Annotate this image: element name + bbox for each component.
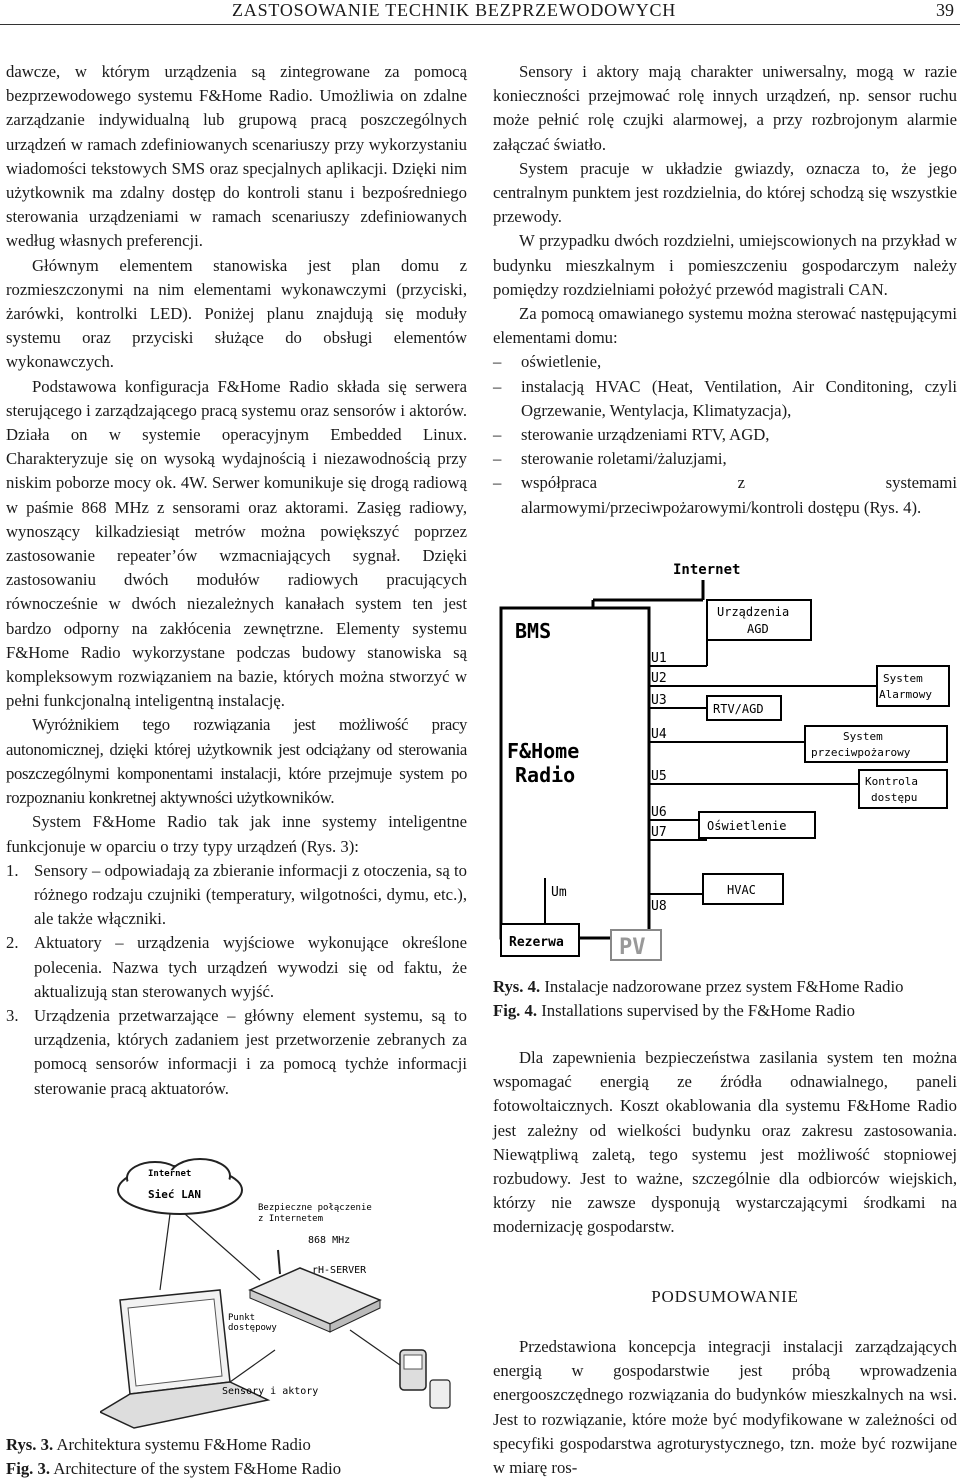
svg-text:Alarmowy: Alarmowy <box>879 688 932 701</box>
list-item: – współpraca z systemami alarmowymi/przeciwpożarowymi/kontroli dostępu (Rys. 4). <box>493 473 957 517</box>
output-u2: U2 <box>651 671 667 686</box>
output-u8: U8 <box>651 899 667 914</box>
svg-text:HVAC: HVAC <box>727 883 756 897</box>
paragraph: Przedstawiona koncepcja integracji instalacji zarządzających energią w gospodarstwie jest próbą wprowadzenia energooszczędnego rozwiązania do budynków mieszkalnych na wsi. Jest to rozwiązanie, które może być modyfikowane w zależności od specyfiki gospodarstwa agroturystycznego, tzn. może być rozwijane w miarę ros- <box>493 1337 957 1478</box>
svg-text:System: System <box>883 672 923 685</box>
server-label: rH-SERVER <box>312 1265 367 1276</box>
paragraph: Za pomocą omawianego systemu można sterować następującymi elementami domu: <box>493 304 957 348</box>
output-u4: U4 <box>651 727 667 742</box>
controlled-elements-list <box>493 350 957 519</box>
device-types-list <box>6 859 467 1101</box>
output-u5: U5 <box>651 769 667 784</box>
figure-3-architecture <box>100 1150 460 1430</box>
sensors-actors-label: Sensory i aktory <box>222 1386 319 1397</box>
list-item: 1. Sensory – odpowiadają za zbieranie informacji z otoczenia, są to różnego rodzaju czujniki (temperatury, wilgotności, dymu, etc.), ale także włączniki. <box>6 860 467 929</box>
page-number: 39 <box>936 0 954 20</box>
svg-text:dostępu: dostępu <box>871 791 918 804</box>
right-column-lower <box>493 1046 957 1240</box>
router-icon <box>250 1250 380 1332</box>
access-point-label: Punkt <box>228 1313 256 1323</box>
svg-text:RTV/AGD: RTV/AGD <box>713 702 764 716</box>
section-heading: PODSUMOWANIE <box>651 1287 799 1306</box>
frequency-label: 868 MHz <box>308 1235 351 1246</box>
output-u7: U7 <box>651 825 667 840</box>
paragraph: Podstawowa konfiguracja F&Home Radio składa się serwera sterującego i zarządzającego pracą systemu oraz sensorów i aktorów. Działa on w systemie operacyjnym Embedded Linux. Charakteryzuje się on wysoką wydajnością i niezawodnością przy niskim poborze mocy ok. 4W. Serwer komunikuje się drogą radiową w paśmie 868 MHz z sensorami oraz aktorami. Zasięg radiowy, wynoszący kilkadziesiąt metrów można powiększyć poprzez zastosowanie repeater’ów wzmacniających sygnał. Dzięki zastosowaniu dwóch modułów radiowych pracujących równocześnie w dwóch niezależnych kanałach system ten jest bardzo odporny na zakłócenia zewnętrzne. Elementy systemu F&Home Radio wykorzystane podczas budowy stanowiska są kompleksowym rozwiązaniem na bazie, których można stworzyć w pełni funkcjonalną inteligentną instalację. <box>6 376 467 711</box>
svg-text:Urządzenia: Urządzenia <box>717 605 790 619</box>
right-column-summary <box>493 1335 957 1480</box>
list-item: – sterowanie roletami/żaluzjami, <box>493 449 727 469</box>
sensor-device-icon <box>400 1350 450 1408</box>
svg-text:przeciwpożarowy: przeciwpożarowy <box>811 746 911 759</box>
figure-4-caption: Rys. 4. Instalacje nadzorowane przez system F&Home Radio Fig. 4. Installations supervised by the F&Home Radio <box>493 977 904 1020</box>
list-item: – sterowanie urządzeniami RTV, AGD, <box>493 425 770 445</box>
paragraph: Sensory i aktory mają charakter uniwersalny, mogą w razie konieczności przejmować rolę innych urządzeń, np. sensor ruchu może pełnić rolę czujki alarmowej, a przy rozbrojonym alarmie załączać światło. <box>493 62 957 154</box>
access-point-label-2: dostępowy <box>228 1323 277 1333</box>
output-um: Um <box>551 885 567 900</box>
output-u1: U1 <box>651 651 667 666</box>
figure-4-installations <box>493 558 957 970</box>
right-column-upper <box>493 60 957 520</box>
svg-text:Kontrola: Kontrola <box>865 775 918 788</box>
laptop-icon <box>100 1290 268 1428</box>
svg-text:AGD: AGD <box>747 622 769 636</box>
svg-text:Oświetlenie: Oświetlenie <box>707 819 787 833</box>
internet-label: Internet <box>673 562 741 578</box>
fhome-label-2: Radio <box>515 763 576 787</box>
bms-label: BMS <box>515 619 552 643</box>
cloud-internet-label: Internet <box>148 1169 192 1179</box>
paragraph: Wyróżnikiem tego rozwiązania jest możliwość pracy autonomicznej, dzięki której użytkownik jest odciążany od sterowania poszczególnymi komponentami instalacji, które przejmuje system po rozpoznaniu konkretnej aktywności użytkowników. <box>6 715 467 808</box>
paragraph: W przypadku dwóch rozdzielni, umiejscowionych na przykład w budynku mieszkalnym i pomieszczeniu gospodarczym należy pomiędzy rozdzielniami położyć przewód magistrali CAN. <box>493 231 957 299</box>
list-item: 3. Urządzenia przetwarzające – główny element systemu, są to urządzenia, których zadaniem jest przetworzenie zebranych za pomocą sensorów informacji i za pomocą tychże informacji sterowanie pracą aktuatorów. <box>6 1005 467 1098</box>
fhome-label-1: F&Home <box>507 739 580 763</box>
list-item: – oświetlenie, <box>493 352 602 372</box>
left-column <box>6 60 467 1101</box>
cloud-icon <box>118 1159 242 1214</box>
paragraph: Głównym elementem stanowiska jest plan domu z rozmieszczonymi na nim elementami wykonawczymi (przyciski, żarówki, kontrolki LED). Poniżej planu znajdują się moduły systemu oraz przyciski służące do obsługi elementów wykonawczych. <box>6 255 467 372</box>
paragraph: System pracuje w układzie gwiazdy, oznacza to, że jego centralnym punktem jest rozdzielnia, do której schodzą się wszystkie przewody. <box>493 158 957 227</box>
output-u6: U6 <box>651 805 667 820</box>
paragraph: dawcze, w którym urządzenia są zintegrowane za pomocą bezprzewodowego systemu F&Home Radio. Umożliwia on zdalne zarządzanie indywidualną lub grupową pracą poszczególnych urządzeń w ramach zdefiniowanych scenariuszy przy wykorzystaniu wiadomości tekstowych SMS oraz specjalnych aplikacji. Dzięki nim użytkownik ma zdalny dostęp do kontroli stanu i bezpośredniego sterowania urządzeniami w ramach scenariuszy zdefiniowanych według własnych preferencji. <box>6 62 467 251</box>
svg-text:System: System <box>843 730 883 743</box>
list-item: – instalacją HVAC (Heat, Ventilation, Air Conditoning, czyli Ogrzewanie, Wentylacja, Klimatyzacja), <box>493 376 957 420</box>
running-header <box>0 0 960 25</box>
figure-3-caption: Rys. 3. Architektura systemu F&Home Radio Fig. 3. Architecture of the system F&Home Radio <box>6 1435 342 1478</box>
svg-text:PV: PV <box>619 935 646 960</box>
paragraph: System F&Home Radio tak jak inne systemy inteligentne funkcjonuje w oparciu o trzy typy urządzeń (Rys. 3): <box>6 812 467 856</box>
svg-text:Rezerwa: Rezerwa <box>509 935 564 950</box>
secure-label: Bezpieczne połączenie <box>258 1203 372 1213</box>
secure-label-2: z Internetem <box>258 1214 324 1224</box>
output-u3: U3 <box>651 693 667 708</box>
running-title: ZASTOSOWANIE TECHNIK BEZPRZEWODOWYCH <box>232 0 677 20</box>
cloud-lan-label: Sieć LAN <box>148 1188 201 1201</box>
list-item: 2. Aktuatory – urządzenia wyjściowe wykonujące określone polecenia. Nazwa tych urządzeń wywodzi się od faktu, że aktualizują stan sterowanych wyjść. <box>6 933 467 1001</box>
paragraph: Dla zapewnienia bezpieczeństwa zasilania system ten można wspomagać energią ze źródła odnawialnego, paneli fotowoltaicznych. Koszt okablowania dla systemu F&Home Radio jest zależny od wielkości budynku oraz zakresu zastosowania. Niewątpliwą zaletą, tego systemu jest możliwość stopniowej rozbudowy. Jest to ważne, szczególnie dla odbiorców wiejskich, którzy nie zawsze dysponują wystarczającymi środkami na modernizację gospodarstw. <box>493 1048 957 1237</box>
